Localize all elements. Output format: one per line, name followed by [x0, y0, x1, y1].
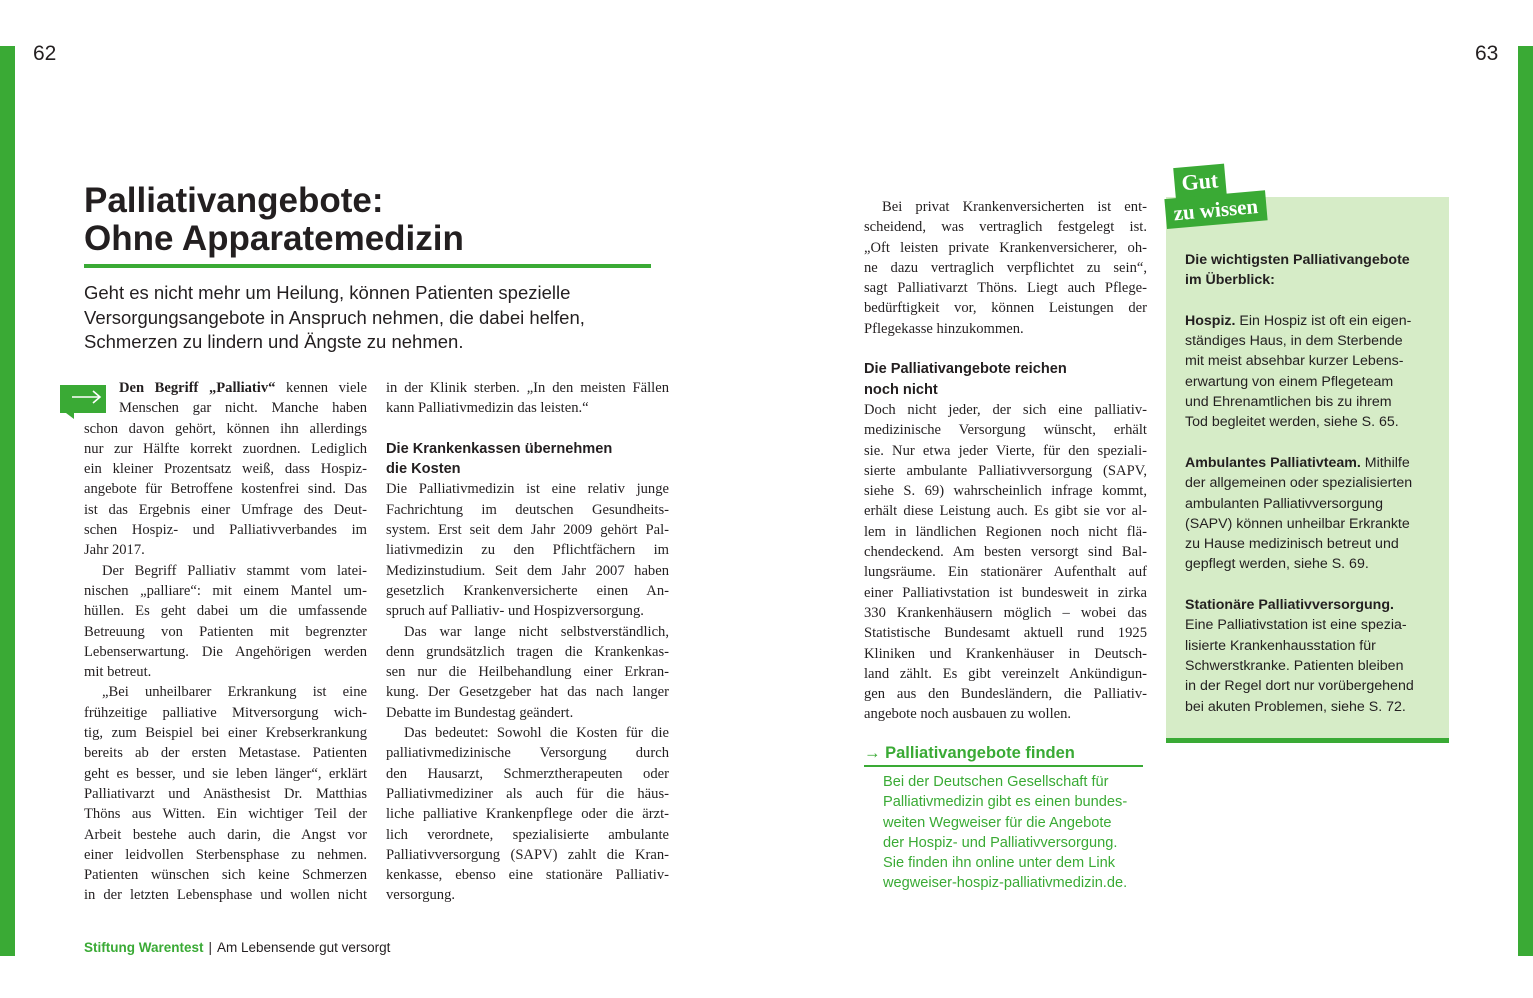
find-offers-line: Palliativmedizin gibt es einen bundes-: [883, 794, 1128, 811]
body-line: scheidend, was vertraglich festgelegt ist.: [864, 219, 1147, 236]
body-line: Palliativmediziner als auch für die häus-: [386, 785, 669, 802]
article-column-1: [84, 378, 367, 906]
body-line: Doch nicht jeder, der sich eine palliativ-: [864, 401, 1147, 418]
hospiz-line: mit meist absehbar kurzer Lebens-: [1185, 353, 1404, 370]
ambulant-line: ambulanten Palliativversorgung: [1185, 495, 1383, 512]
body-line: Kliniken und Krankenhäuser in Deutsch-: [864, 645, 1147, 662]
article-title-line: Palliativangebote:: [84, 181, 384, 220]
page-number-right: 63: [1475, 42, 1499, 65]
body-line: Das war lange nicht selbstverständlich,: [404, 623, 669, 640]
body-line: Das bedeutet: Sowohl die Kosten für die: [404, 725, 669, 742]
body-line: gen aus den Bundesländern, die Palliativ-: [864, 686, 1147, 703]
body-line: chendeckend. Am besten versorgt sind Bal-: [864, 544, 1147, 561]
article-title-line: Ohne Apparatemedizin: [84, 219, 464, 258]
article-title: [84, 182, 684, 258]
spacer: [386, 419, 669, 439]
body-line: palliativmedizinische Versorgung durch: [386, 745, 669, 762]
body-line: siehe S. 69) wahrscheinlich infrage kommt,: [864, 483, 1147, 500]
footer-brand: Stiftung Warentest: [84, 940, 204, 955]
body-line: medizinische Versorgung wünscht, erhält: [864, 422, 1147, 439]
body-line: einer Palliativstation ist bundesweit in zirka: [864, 584, 1147, 601]
find-offers-title: Palliativangebote finden: [885, 744, 1075, 762]
lead-line: Geht es nicht mehr um Heilung, können Patienten spezielle: [84, 282, 571, 303]
stationaer-line: bei akuten Problemen, siehe S. 72.: [1185, 698, 1406, 715]
stationaer-line: Schwerstkranke. Patienten bleiben: [1185, 657, 1404, 674]
body-line: Medizinstudium. Seit dem Jahr 2007 haben: [386, 562, 669, 579]
body-line: kenkasse, ebenso eine stationäre Palliativ-: [386, 867, 669, 884]
hospiz-line: erwartung von einem Pflegeteam: [1185, 373, 1394, 390]
body-line: ne dazu vertraglich verpflichtet zu sein“,: [864, 259, 1147, 276]
article-column-2: [386, 378, 669, 906]
body-line: erhält diese Leistung auch. Es gibt sie vor al-: [864, 503, 1147, 520]
find-offers-underline: [864, 765, 1143, 767]
body-line: Lebenserwartung. Die Angehörigen werden: [84, 643, 367, 660]
left-page-edge-bar: [0, 46, 15, 956]
body-line: spruch auf Palliativ- und Hospizversorgung.: [386, 603, 644, 620]
body-line: angebote für Betroffene kostenfrei sind. Das: [84, 481, 367, 498]
body-line: Bei privat Krankenversicherten ist ent-: [882, 199, 1147, 215]
find-offers-line: weiten Wegweiser für die Angebote: [883, 814, 1112, 831]
body-line: Palliativversorgung (SAPV) zahlt die Kran-: [386, 846, 669, 863]
body-line: land zählt. Es gibt vereinzelt Ankündigun-: [864, 665, 1147, 682]
body-line: Patienten wünschen sich keine Schmerzen: [84, 867, 367, 884]
hospiz-text: Ein Hospiz ist oft ein eigen-: [1235, 312, 1412, 329]
body-line: Betreuung von Patienten mit begrenzter: [84, 623, 367, 640]
body-line: einer leidvollen Sterbensphase zu nehmen.: [84, 846, 367, 863]
footer-separator: |: [208, 940, 213, 955]
spacer: [1185, 433, 1440, 453]
section-subheading: Die Krankenkassen übernehmen: [386, 440, 613, 457]
find-offers-line: der Hospiz- und Palliativversorgung.: [883, 834, 1118, 851]
body-line: liche palliative Krankenpflege oder die ärzt-: [386, 806, 669, 823]
body-line: Jahr 2017.: [84, 542, 145, 559]
info-box-bottom-rule: [1166, 738, 1449, 743]
body-line: Der Begriff Palliativ stammt vom latei-: [102, 562, 367, 579]
body-line: system. Erst seit dem Jahr 2009 gehört Pal-: [386, 522, 669, 539]
hospiz-label: Hospiz.: [1185, 312, 1236, 329]
find-offers-text: [883, 772, 1153, 894]
body-line: Die Palliativmedizin ist eine relativ junge: [386, 481, 669, 498]
section-subheading: Die Palliativangebote reichen: [864, 361, 1067, 378]
info-badge-line-1: Gut: [1173, 164, 1226, 200]
body-line: kung. Der Gesetzgeber hat das nach langer: [386, 684, 669, 701]
body-line: „Oft leisten private Krankenversicherer, oh-: [864, 239, 1147, 256]
body-line: Pflegekasse hinzukommen.: [864, 320, 1024, 337]
body-line: geht es besser, und sie leben länger“, erklärt: [84, 765, 367, 782]
body-line: Thöns aus Witten. Ein wichtiger Teil der: [84, 806, 367, 823]
body-line: in der Klinik sterben. „In den meisten Fällen: [386, 380, 669, 396]
body-line: schon davon gehört, können ihn allerdings: [84, 420, 367, 437]
arrow-right-icon: →: [864, 744, 881, 762]
lead-line: Schmerzen zu lindern und Ängste zu nehmen.: [84, 331, 464, 352]
body-line: bereits ab der ersten Metastase. Patienten: [84, 745, 367, 762]
body-line: kann Palliativmedizin das leisten.“: [386, 400, 589, 417]
ambulant-label: Ambulantes Palliativteam.: [1185, 454, 1361, 471]
info-intro: Die wichtigsten Palliativangebote: [1185, 252, 1410, 268]
hospiz-line: Tod begleitet werden, siehe S. 65.: [1185, 414, 1399, 431]
body-line: Menschen gar nicht. Manche haben: [119, 400, 367, 417]
body-line: sen nur die Heilbehandlung einer Erkran-: [386, 664, 669, 681]
body-line: nur zur Hälfte korrekt zuordnen. Lediglich: [84, 440, 367, 457]
find-offers-heading: [864, 744, 1144, 763]
body-line: den Hausarzt, Schmerztherapeuten oder: [386, 765, 669, 782]
spacer: [1185, 291, 1440, 311]
body-line: bedürftigkeit vor, können Leistungen der: [864, 300, 1147, 317]
hospiz-line: ständiges Haus, in dem Sterbende: [1185, 333, 1403, 350]
page-footer: [84, 940, 390, 955]
find-offers-line: Bei der Deutschen Gesellschaft für: [883, 774, 1109, 790]
body-line: angebote noch ausbauen zu wollen.: [864, 706, 1072, 723]
right-page-edge-bar: [1518, 46, 1533, 956]
body-line: sie. Nur etwa jeder Vierte, für den speziali-: [864, 442, 1147, 459]
hospiz-line: und Ehrenamtlichen bis zu ihrem: [1185, 394, 1392, 411]
find-offers-line: Sie finden ihn online unter dem Link: [883, 855, 1116, 872]
ambulant-line: zu Hause medizinisch betreut und: [1185, 536, 1399, 553]
stationaer-line: in der Regel dort nur vorübergehend: [1185, 678, 1414, 695]
ambulant-text: Mithilfe: [1360, 454, 1410, 471]
spacer: [1185, 575, 1440, 595]
body-line: frühzeitige palliative Mitversorgung wich-: [84, 704, 367, 721]
body-line: versorgung.: [386, 887, 456, 904]
article-column-3: [864, 197, 1147, 725]
body-line: lich verordnete, spezialisierte ambulante: [386, 826, 669, 843]
body-line: Statistische Bundesamt aktuell rund 1925: [864, 625, 1147, 642]
section-subheading: noch nicht: [864, 381, 938, 398]
body-line: Debatte im Bundestag geändert.: [386, 704, 574, 721]
body-line: ein kleiner Prozentsatz weiß, dass Hospiz-: [84, 461, 367, 478]
find-offers-link[interactable]: wegweiser-hospiz-palliativmedizin.de.: [883, 875, 1128, 892]
body-line: in der letzten Lebensphase und wollen nicht: [84, 887, 367, 904]
stationaer-line: Eine Palliativstation ist eine spezia-: [1185, 617, 1407, 634]
info-intro: im Überblick:: [1185, 272, 1275, 289]
body-line: lem in ländlichen Regionen noch nicht flä-: [864, 523, 1147, 540]
body-line: „Bei unheilbarer Erkrankung ist eine: [102, 684, 367, 701]
body-line: gesetzlich Krankenversicherte einen An-: [386, 582, 669, 599]
lead-in-bold: Den Begriff „Palliativ“: [119, 380, 276, 396]
body-line: sierte ambulante Palliativversorgung (SAPV,: [864, 462, 1147, 479]
section-subheading: die Kosten: [386, 461, 461, 478]
body-line: hüllen. Es geht dabei um die umfassende: [84, 603, 367, 620]
ambulant-line: (SAPV) können unheilbar Erkrankte: [1185, 515, 1410, 532]
body-line: nischen „palliare“: mit einem Mantel um-: [84, 582, 367, 599]
body-line: tig, zum Beispiel bei einer Krebserkrankung: [84, 725, 367, 742]
body-line: schen Hospiz- und Palliativverbandes im: [84, 522, 367, 539]
body-line: sagt Palliativarzt Thöns. Liegt auch Pflege-: [864, 280, 1147, 297]
body-line: mit betreut.: [84, 664, 152, 681]
article-lead: [84, 281, 674, 355]
body-line: [84, 378, 367, 398]
body-line: 330 Krankenhäusern möglich – wobei das: [864, 604, 1147, 621]
page-number-left: 62: [33, 42, 57, 65]
title-underline: [84, 264, 651, 268]
body-line: Palliativarzt und Anästhesist Dr. Matthias: [84, 785, 367, 802]
footer-book-title: Am Lebensende gut versorgt: [217, 940, 391, 955]
body-line: lungsräume. Ein stationärer Aufenthalt auf: [864, 564, 1147, 581]
stationaer-line: lisierte Krankenhausstation für: [1185, 637, 1376, 654]
lead-in-rest: kennen viele: [275, 380, 367, 396]
info-box-text: [1185, 250, 1440, 717]
stationaer-label: Stationäre Palliativversorgung.: [1185, 597, 1394, 614]
body-line: liativmedizin zu den Pflichtfächern im: [386, 542, 669, 559]
body-line: Arbeit bestehe auch darin, die Angst vor: [84, 826, 367, 843]
body-line: denn grundsätzlich tragen die Krankenkas-: [386, 643, 669, 660]
info-badge-line-2: zu wissen: [1164, 190, 1267, 229]
ambulant-line: gepflegt werden, siehe S. 69.: [1185, 556, 1369, 573]
spacer: [864, 339, 1147, 359]
body-line: ist das Ergebnis einer Umfrage des Deut-: [84, 501, 367, 518]
lead-line: Versorgungsangebote in Anspruch nehmen, die dabei helfen,: [84, 306, 585, 328]
body-line: Fachrichtung im deutschen Gesundheits-: [386, 501, 669, 518]
ambulant-line: der allgemeinen oder spezialisierten: [1185, 475, 1413, 492]
